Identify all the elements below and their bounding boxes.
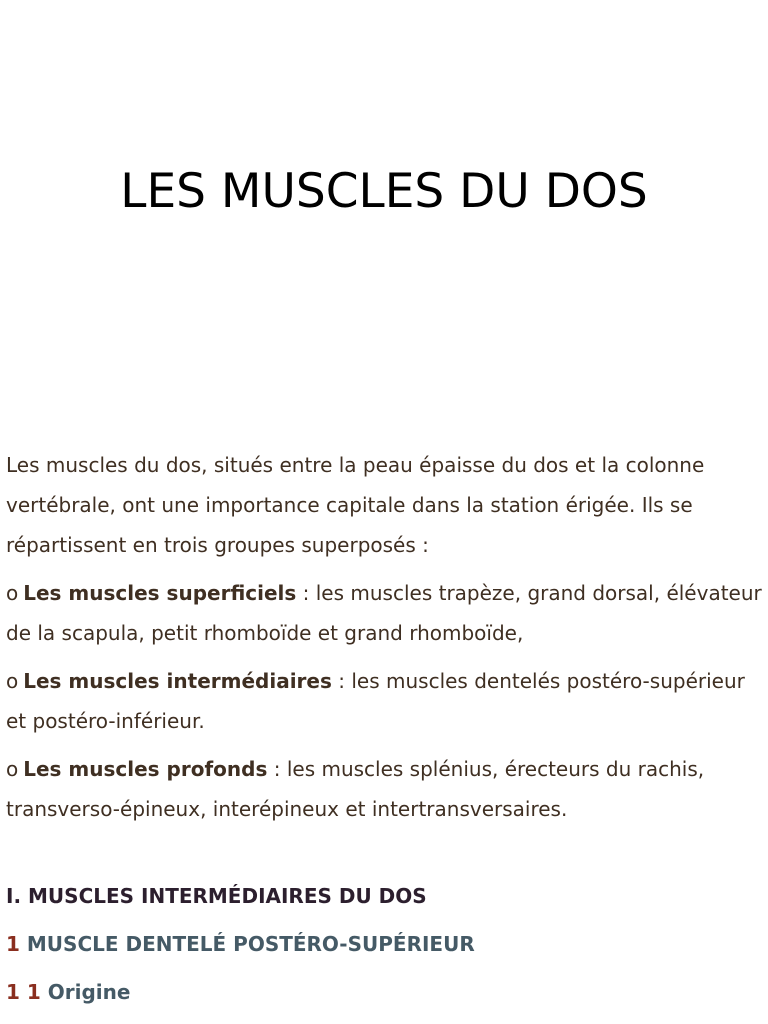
subsubsection-heading [6,972,130,1012]
bullet-marker: o [6,757,19,781]
group-name: Les muscles profonds [23,757,268,781]
subsection-heading [6,924,475,964]
list-item-intermediate [6,661,762,741]
intro-paragraph: Les muscles du dos, situés entre la peau épaisse du dos et la colonne vertébrale, ont une importance capitale dans la station érigée. Ils se répartissent en trois groupes superposés : [6,453,705,557]
group-description: : les muscles trapèze, grand dorsal, élévateur de la scapula, petit rhomboïde et grand rhomboïde, [6,581,762,645]
bullet-marker: o [6,581,19,605]
bullet-marker: o [6,669,19,693]
page-title: LES MUSCLES DU DOS [120,164,648,219]
list-item-deep [6,749,762,829]
subsection-title: MUSCLE DENTELÉ POSTÉRO-SUPÉRIEUR [26,932,475,956]
subsection-number: 1 [6,932,20,956]
group-description: : les muscles splénius, érecteurs du rachis, transverso-épineux, interépineux et intertransversaires. [6,757,705,821]
section-heading [6,876,427,916]
section-title: MUSCLES INTERMÉDIAIRES DU DOS [28,884,427,908]
subsubsection-number: 1 1 [6,980,41,1004]
section-number: I. [6,884,22,908]
group-description: : les muscles dentelés postéro-supérieur et postéro-inférieur. [6,669,745,733]
document-body [6,445,762,837]
group-name: Les muscles superficiels [23,581,297,605]
subsubsection-title: Origine [47,980,131,1004]
list-item-superficial [6,573,762,653]
group-name: Les muscles intermédiaires [23,669,332,693]
